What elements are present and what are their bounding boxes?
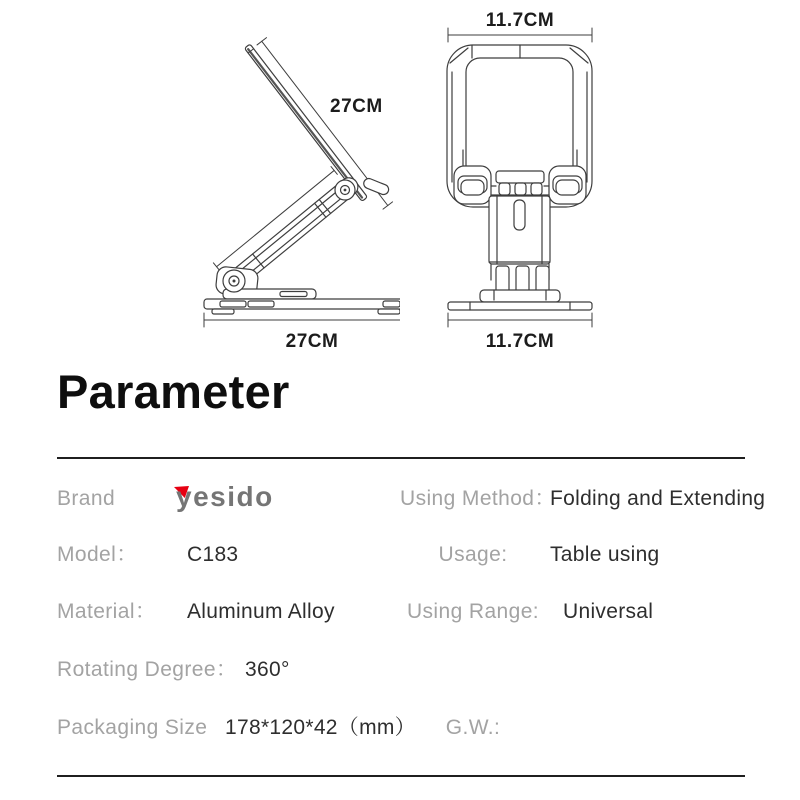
stand-side-view-drawing xyxy=(0,0,400,360)
material-value: Aluminum Alloy xyxy=(187,600,335,623)
dim-label-base-length: 27CM xyxy=(285,331,339,352)
spec-row-model xyxy=(57,542,767,568)
brand-logo xyxy=(176,480,274,514)
gross-weight-label: G.W.: xyxy=(445,716,501,739)
spec-row-brand xyxy=(57,481,767,512)
spec-row-packaging xyxy=(57,715,767,741)
packaging-size-label: Packaging Size xyxy=(57,716,208,739)
rotating-degree-label: Rotating Degree： xyxy=(57,658,238,681)
using-range-label: Using Range: xyxy=(406,600,540,623)
divider-bottom xyxy=(57,775,745,777)
using-method-value: Folding and Extending xyxy=(550,487,766,510)
dim-label-width-top: 11.7CM xyxy=(485,10,555,31)
rotating-degree-value: 360° xyxy=(245,658,290,681)
divider-top xyxy=(57,457,745,459)
spec-row-material xyxy=(57,599,767,625)
brand-logo-text: yesido xyxy=(176,481,274,512)
using-method-label: Using Method： xyxy=(400,487,556,510)
usage-label: Usage: xyxy=(438,543,508,566)
dim-label-width-bottom: 11.7CM xyxy=(485,331,555,352)
usage-value: Table using xyxy=(550,543,660,566)
packaging-size-value: 178*120*42（mm） xyxy=(225,716,416,739)
plate-hook xyxy=(362,177,390,196)
stand-front-view-drawing xyxy=(400,0,800,360)
using-range-value: Universal xyxy=(563,600,654,623)
model-value: C183 xyxy=(187,543,239,566)
material-label: Material： xyxy=(57,600,157,623)
dim-label-screen-length: 27CM xyxy=(330,96,383,117)
spec-row-rotating-degree xyxy=(57,657,767,683)
model-label: Model： xyxy=(57,543,138,566)
page-title: Parameter xyxy=(57,365,290,418)
brand-label: Brand xyxy=(57,487,116,510)
